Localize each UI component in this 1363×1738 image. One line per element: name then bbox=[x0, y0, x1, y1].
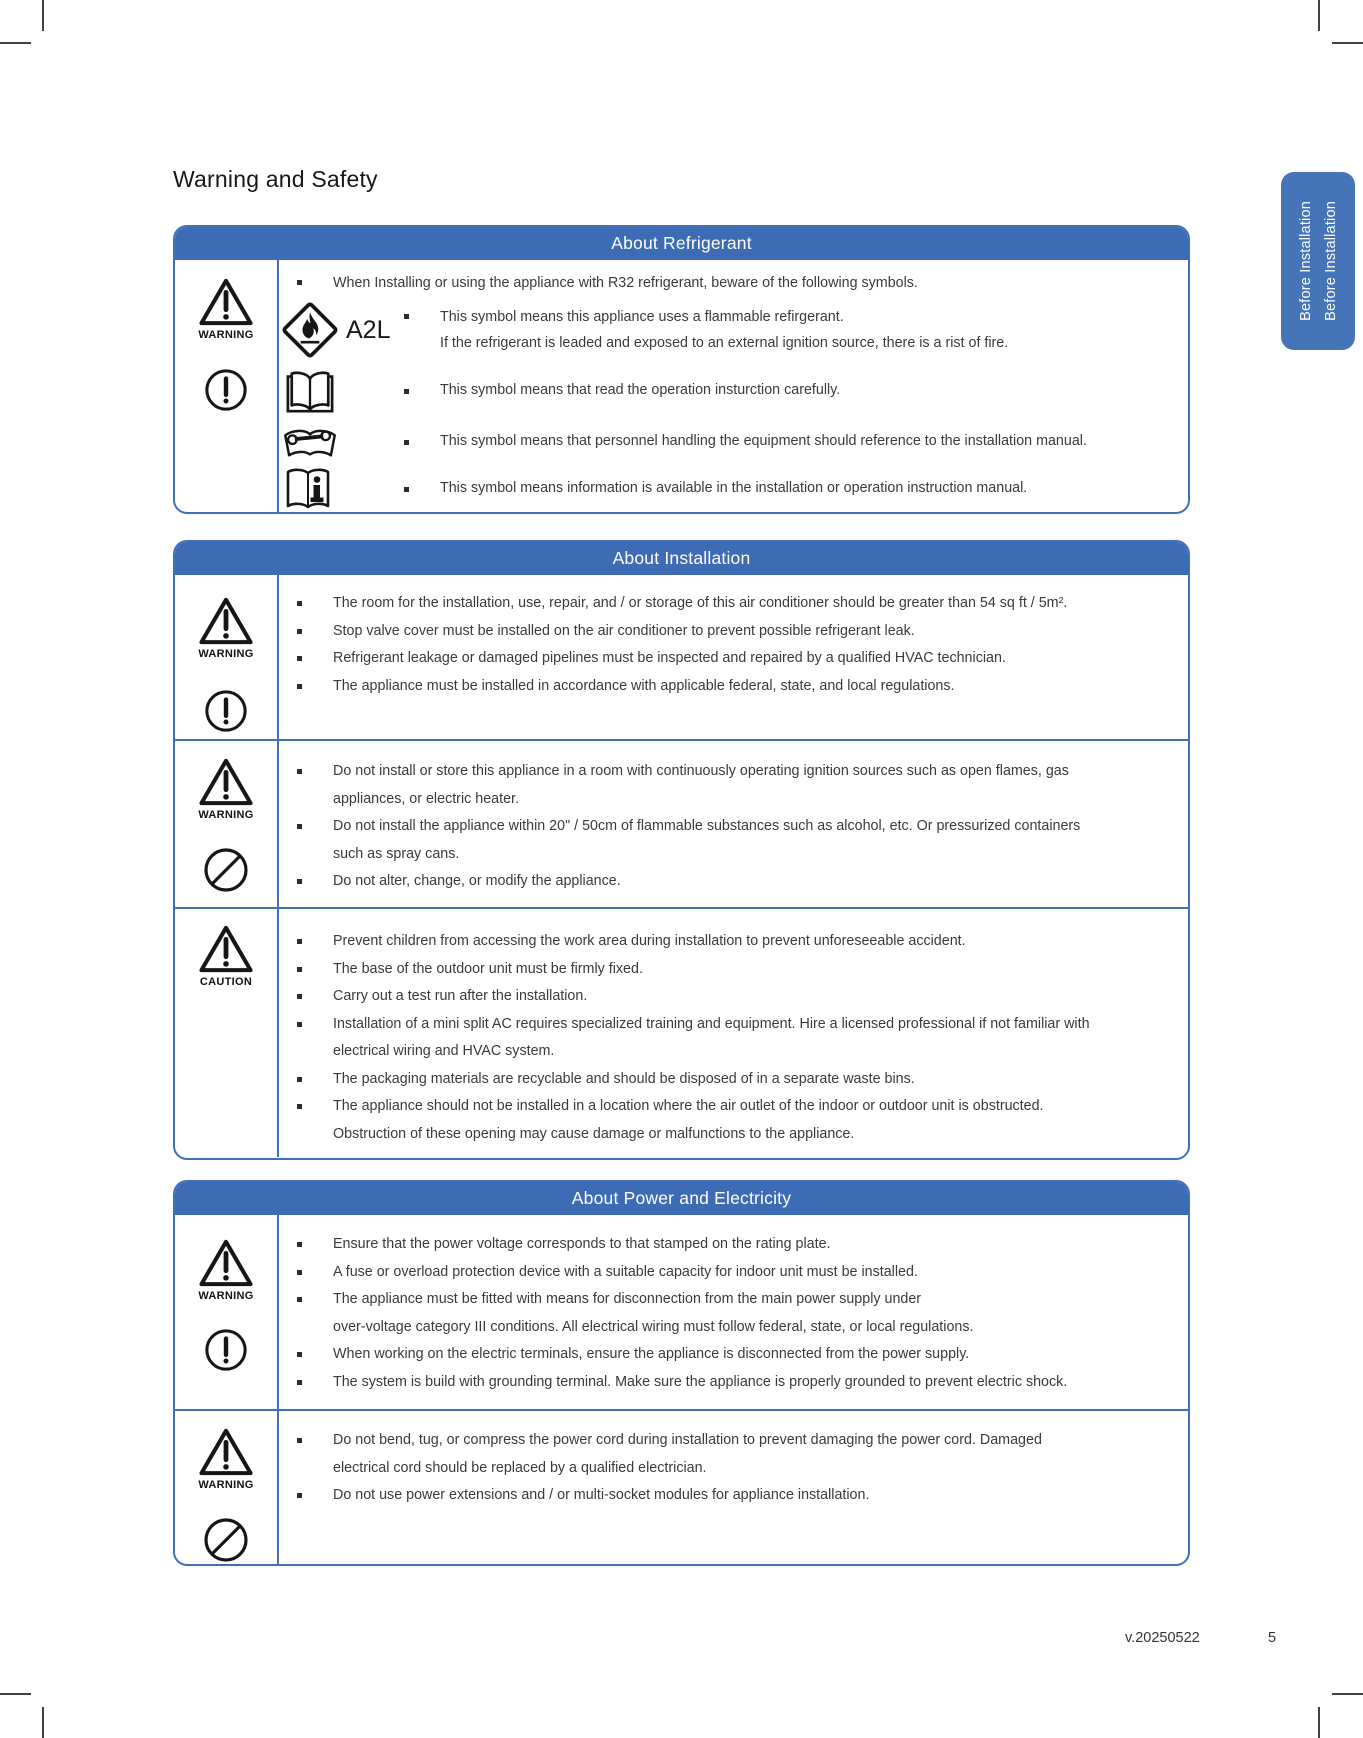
section-header bbox=[175, 227, 1188, 260]
crop-mark bbox=[42, 1707, 44, 1738]
bullet-marker bbox=[297, 656, 302, 661]
bullet-marker bbox=[297, 1352, 302, 1357]
bullet-text: This symbol means this appliance uses a flammable refirgerant. bbox=[440, 309, 844, 325]
bullet-line bbox=[279, 1286, 1174, 1314]
crop-mark bbox=[1332, 42, 1363, 44]
bullet-line bbox=[279, 590, 1174, 618]
tab-label: Before Installation bbox=[1297, 201, 1314, 321]
bullet-line bbox=[279, 758, 1174, 786]
bullet-marker bbox=[297, 280, 302, 285]
page-number: 5 bbox=[1268, 1630, 1277, 1646]
bullet-marker bbox=[297, 1022, 302, 1027]
bullet-text: Ensure that the power voltage corresponds to that stamped on the rating plate. bbox=[333, 1236, 831, 1252]
bullet-line bbox=[279, 270, 1174, 296]
symbol-row bbox=[279, 362, 1174, 420]
bullet-line bbox=[404, 428, 1087, 456]
crop-mark bbox=[1332, 1693, 1363, 1695]
bullet-line bbox=[279, 645, 1174, 673]
symbol-icon-area bbox=[279, 366, 404, 416]
bullet-line bbox=[279, 1369, 1174, 1397]
bullet-text: such as spray cans. bbox=[333, 845, 460, 862]
symbol-row bbox=[279, 464, 1174, 512]
warning-icon-cell bbox=[175, 741, 279, 907]
bullet-marker bbox=[297, 994, 302, 999]
warning-label: WARNING bbox=[198, 648, 254, 660]
warning-icon-cell bbox=[175, 1411, 279, 1564]
warning-sign bbox=[197, 756, 255, 821]
section-about-installation bbox=[173, 540, 1190, 1160]
bullet-text: When working on the electric terminals, ensure the appliance is disconnected from the power supply. bbox=[333, 1346, 970, 1362]
warning-triangle-icon bbox=[197, 276, 255, 327]
bullet-line bbox=[279, 1341, 1174, 1369]
bullet-text: Prevent children from accessing the work area during installation to prevent unforeseeable accident. bbox=[333, 933, 966, 949]
bullet-text: This symbol means that read the operation insturction carefully. bbox=[440, 382, 841, 399]
bullet-line bbox=[279, 813, 1174, 841]
bullet-marker bbox=[297, 629, 302, 634]
symbol-text bbox=[404, 304, 1008, 356]
warning-triangle-icon bbox=[197, 595, 255, 646]
prohibition-icon bbox=[203, 847, 249, 893]
bullet-line-continuation bbox=[279, 1038, 1174, 1066]
operation-manual-icon bbox=[283, 366, 337, 416]
bullet-text: This symbol means that personnel handling the equipment should reference to the installation manual. bbox=[440, 433, 1087, 450]
bullet-marker bbox=[404, 487, 409, 492]
bullet-text: If the refrigerant is leaded and exposed to an external ignition source, there is a rist of fire. bbox=[440, 335, 1009, 351]
table-row bbox=[175, 260, 1188, 512]
exclamation-circle-icon bbox=[204, 689, 248, 733]
before-installation-tab bbox=[1281, 172, 1355, 350]
bullet-marker bbox=[297, 684, 302, 689]
bullet-text: The room for the installation, use, repair, and / or storage of this air conditioner should be greater than 54 sq ft / 5m². bbox=[333, 595, 1068, 611]
table-row bbox=[175, 907, 1188, 1157]
bullet-marker bbox=[404, 389, 409, 394]
bullet-text: appliances, or electric heater. bbox=[333, 790, 519, 807]
bullet-marker bbox=[297, 1493, 302, 1498]
table-row bbox=[175, 1409, 1188, 1564]
warning-label: WARNING bbox=[198, 1290, 254, 1302]
bullet-line bbox=[279, 673, 1174, 701]
prohibition-icon bbox=[203, 1517, 249, 1563]
bullet-line bbox=[279, 1427, 1174, 1455]
bullet-text: electrical wiring and HVAC system. bbox=[333, 1043, 555, 1059]
a2l-label: A2L bbox=[346, 315, 391, 344]
bullet-line-continuation bbox=[279, 786, 1174, 814]
section-header bbox=[175, 542, 1188, 575]
bullet-text: The base of the outdoor unit must be firmly fixed. bbox=[333, 960, 643, 977]
bullet-marker bbox=[297, 1380, 302, 1385]
warning-sign bbox=[197, 1237, 255, 1302]
bullet-line bbox=[279, 1482, 1174, 1510]
bullet-text: The packaging materials are recyclable and should be disposed of in a separate waste bins. bbox=[333, 1070, 915, 1087]
warning-triangle-icon bbox=[197, 1426, 255, 1477]
bullet-line bbox=[279, 618, 1174, 646]
bullet-marker bbox=[297, 1077, 302, 1082]
crop-mark bbox=[0, 1693, 31, 1695]
flame-diamond-icon bbox=[279, 299, 341, 361]
row-content bbox=[279, 1215, 1188, 1409]
symbol-icon-area bbox=[279, 299, 404, 361]
table-row bbox=[175, 1215, 1188, 1409]
bullet-line bbox=[279, 928, 1174, 956]
warning-icon-cell bbox=[175, 260, 279, 512]
section-about-refrigerant bbox=[173, 225, 1190, 514]
row-content bbox=[279, 909, 1188, 1157]
warning-label: WARNING bbox=[198, 329, 254, 341]
warning-label: WARNING bbox=[198, 1479, 254, 1491]
bullet-marker bbox=[297, 1270, 302, 1275]
bullet-text: over-voltage category III conditions. All electrical wiring must follow federal, state, or local regulations. bbox=[333, 1318, 974, 1335]
section-title: About Refrigerant bbox=[611, 233, 752, 253]
bullet-text: Refrigerant leakage or damaged pipelines must be inspected and repaired by a qualified HVAC technician. bbox=[333, 650, 1006, 666]
crop-mark bbox=[0, 42, 31, 44]
bullet-line bbox=[404, 377, 840, 405]
exclamation-circle-icon bbox=[204, 1328, 248, 1372]
bullet-marker bbox=[404, 440, 409, 445]
section-header bbox=[175, 1182, 1188, 1215]
caution-sign bbox=[197, 923, 255, 988]
bullet-text: Do not alter, change, or modify the appliance. bbox=[333, 873, 621, 889]
bullet-line-continuation bbox=[404, 330, 1008, 356]
bullet-line-continuation bbox=[279, 1121, 1174, 1149]
bullet-line bbox=[279, 1011, 1174, 1039]
section-title: About Power and Electricity bbox=[571, 1188, 792, 1208]
warning-icon-cell bbox=[175, 575, 279, 739]
bullet-line-continuation bbox=[279, 1314, 1174, 1342]
bullet-line bbox=[279, 1066, 1174, 1094]
bullet-marker bbox=[297, 939, 302, 944]
bullet-text: electrical cord should be replaced by a qualified electrician. bbox=[333, 1459, 707, 1476]
bullet-line bbox=[279, 1259, 1174, 1287]
symbol-icon-area bbox=[279, 466, 404, 512]
section-about-power bbox=[173, 1180, 1190, 1566]
bullet-marker bbox=[297, 601, 302, 606]
bullet-text: This symbol means information is available in the installation or operation instruction manual. bbox=[440, 480, 1028, 497]
warning-sign bbox=[197, 276, 255, 341]
bullet-marker bbox=[297, 1242, 302, 1247]
warning-triangle-icon bbox=[197, 756, 255, 807]
bullet-line-continuation bbox=[279, 1455, 1174, 1483]
bullet-line bbox=[404, 475, 1027, 503]
symbol-row bbox=[279, 420, 1174, 464]
caution-triangle-icon bbox=[197, 923, 255, 974]
warning-sign bbox=[197, 1426, 255, 1491]
installation-manual-icon bbox=[281, 423, 339, 461]
bullet-line bbox=[279, 956, 1174, 984]
caution-label: CAUTION bbox=[199, 976, 253, 988]
bullet-text: Do not install the appliance within 20" / 50cm of flammable substances such as alcohol, etc. Or pressurized containers bbox=[333, 818, 1081, 834]
warning-icon-cell bbox=[175, 909, 279, 1157]
symbol-row bbox=[279, 298, 1174, 362]
bullet-text: A fuse or overload protection device with a suitable capacity for indoor unit must be installed. bbox=[333, 1263, 918, 1280]
bullet-line bbox=[404, 304, 1008, 330]
bullet-marker bbox=[297, 1104, 302, 1109]
bullet-text: Installation of a mini split AC requires specialized training and equipment. Hire a licensed professional if not familiar with bbox=[333, 1015, 1090, 1032]
bullet-text: The system is build with grounding terminal. Make sure the appliance is properly grounded to prevent electric shock. bbox=[333, 1373, 1068, 1390]
bullet-text: Obstruction of these opening may cause damage or malfunctions to the appliance. bbox=[333, 1125, 855, 1142]
bullet-text: The appliance should not be installed in a location where the air outlet of the indoor or outdoor unit is obstructed. bbox=[333, 1098, 1044, 1114]
crop-mark bbox=[42, 0, 44, 31]
bullet-text: The appliance must be installed in accordance with applicable federal, state, and local regulations. bbox=[333, 677, 955, 694]
bullet-marker bbox=[297, 1297, 302, 1302]
bullet-line bbox=[279, 1093, 1174, 1121]
warning-icon-cell bbox=[175, 1215, 279, 1409]
warning-sign bbox=[197, 595, 255, 660]
crop-mark bbox=[1318, 0, 1320, 31]
information-manual-icon bbox=[283, 466, 333, 512]
refrigerant-content bbox=[279, 260, 1188, 512]
bullet-marker bbox=[297, 1438, 302, 1443]
bullet-marker bbox=[297, 879, 302, 884]
bullet-text: Do not install or store this appliance in a room with continuously operating ignition sources such as open flames, gas bbox=[333, 763, 1069, 779]
row-content bbox=[279, 1411, 1188, 1564]
bullet-text: The appliance must be fitted with means for disconnection from the main power supply under bbox=[333, 1291, 922, 1307]
bullet-text: Do not bend, tug, or compress the power cord during installation to prevent damaging the power cord. Damaged bbox=[333, 1432, 1042, 1448]
bullet-marker bbox=[297, 967, 302, 972]
row-content bbox=[279, 575, 1188, 739]
section-title: About Installation bbox=[612, 548, 751, 568]
bullet-line bbox=[279, 1231, 1174, 1259]
bullet-text: Stop valve cover must be installed on the air conditioner to prevent possible refrigerant leak. bbox=[333, 622, 915, 639]
row-content bbox=[279, 741, 1188, 907]
exclamation-circle-icon bbox=[204, 368, 248, 412]
bullet-line bbox=[279, 868, 1174, 896]
bullet-text: When Installing or using the appliance with R32 refrigerant, beware of the following symbols. bbox=[333, 275, 918, 291]
version-text: v.20250522 bbox=[1125, 1630, 1200, 1646]
crop-mark bbox=[1318, 1707, 1320, 1738]
bullet-marker bbox=[297, 824, 302, 829]
tab-label: Before Installation bbox=[1322, 201, 1339, 321]
bullet-text: Carry out a test run after the installation. bbox=[333, 988, 588, 1004]
table-row bbox=[175, 575, 1188, 739]
symbol-icon-area bbox=[279, 423, 404, 461]
bullet-marker bbox=[297, 769, 302, 774]
warning-label: WARNING bbox=[198, 809, 254, 821]
bullet-marker bbox=[404, 314, 409, 319]
page-title: Warning and Safety bbox=[173, 166, 378, 192]
bullet-line bbox=[279, 983, 1174, 1011]
table-row bbox=[175, 739, 1188, 907]
bullet-text: Do not use power extensions and / or multi-socket modules for appliance installation. bbox=[333, 1487, 870, 1503]
bullet-line-continuation bbox=[279, 841, 1174, 869]
warning-triangle-icon bbox=[197, 1237, 255, 1288]
